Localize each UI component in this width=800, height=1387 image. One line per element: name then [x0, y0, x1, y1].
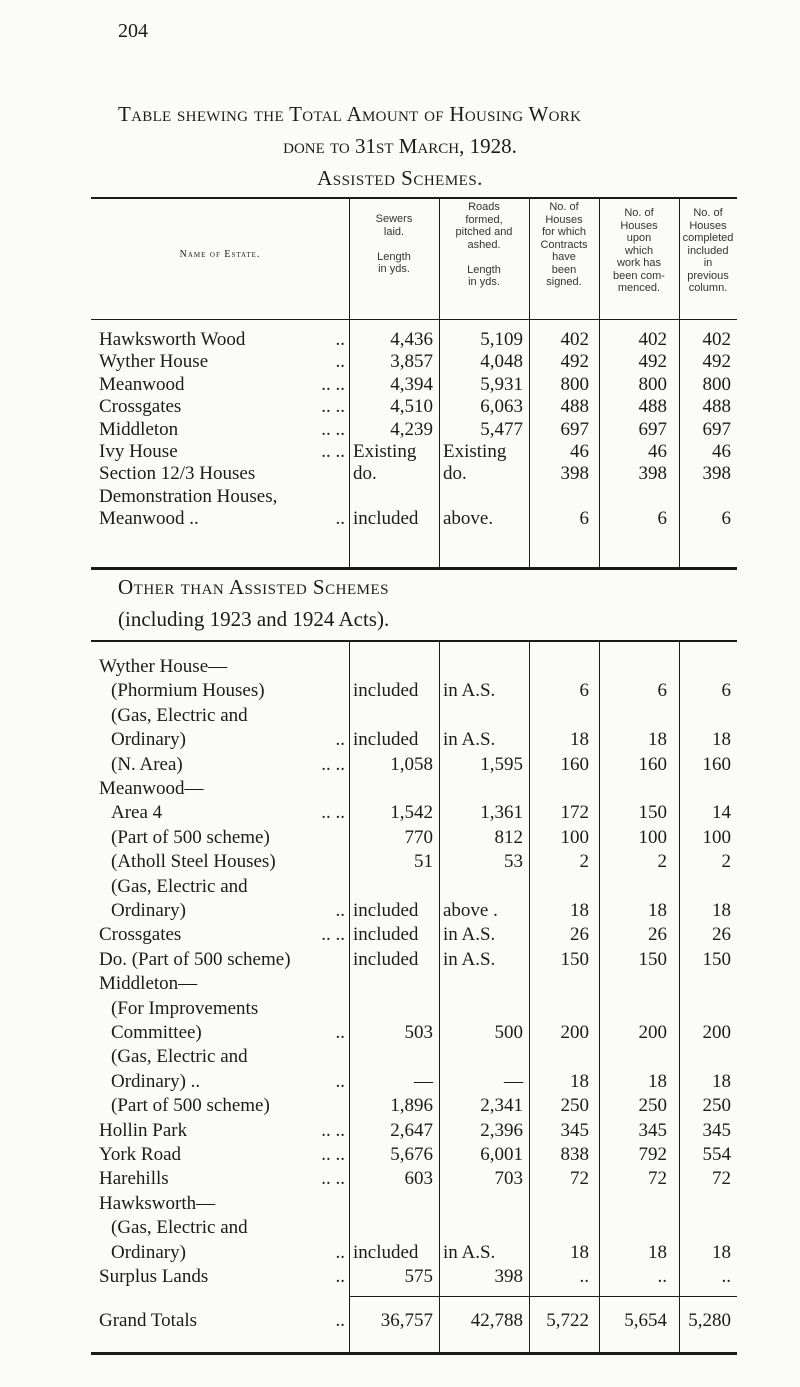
cell-completed: 2 — [721, 851, 731, 873]
leader-dots: .. — [335, 1022, 345, 1043]
estate-name: Middleton— — [99, 973, 198, 995]
cell-completed: 250 — [702, 1095, 731, 1117]
cell-roads: 53 — [504, 851, 523, 873]
cell-commenced: 6 — [657, 680, 667, 702]
cell-sewers: 3,857 — [390, 351, 433, 373]
estate-name: (N. Area) — [111, 753, 183, 775]
cell-sewers: included — [353, 1241, 419, 1263]
cell-completed: 800 — [702, 373, 731, 395]
table-row — [91, 1242, 737, 1264]
cell-sewers: — — [414, 1070, 433, 1092]
estate-name: Hawksworth— — [99, 1192, 216, 1214]
estate-name: Grand Totals — [99, 1310, 198, 1331]
estate-name: (Gas, Electric and — [111, 1217, 248, 1239]
table-row — [91, 729, 737, 751]
cell-completed: 100 — [702, 826, 731, 848]
table-row — [91, 949, 737, 971]
cell-roads: 42,788 — [470, 1310, 523, 1331]
cell-commenced: 398 — [638, 463, 667, 485]
table-row — [91, 463, 737, 485]
cell-contracts: 2 — [579, 851, 589, 873]
cell-sewers: 503 — [404, 1022, 433, 1043]
estate-name: Hollin Park — [99, 1119, 188, 1141]
cell-completed: 5,280 — [688, 1310, 731, 1331]
estate-name: Wyther House— — [99, 656, 228, 677]
cell-commenced: 18 — [648, 729, 667, 751]
cell-completed: 6 — [721, 508, 731, 530]
cell-roads: 2,396 — [480, 1119, 523, 1141]
leader-dots: .. — [335, 1310, 345, 1331]
estate-name: (Gas, Electric and — [111, 875, 248, 897]
leader-dots: .. .. — [321, 373, 345, 395]
cell-roads: do. — [443, 463, 467, 485]
cell-commenced: 18 — [648, 1070, 667, 1092]
cell-commenced: 6 — [657, 508, 667, 530]
table-row — [91, 1071, 737, 1093]
cell-contracts: 838 — [560, 1144, 589, 1165]
cell-roads: 1,361 — [480, 802, 523, 824]
cell-sewers: 1,542 — [390, 802, 433, 824]
table-row — [91, 329, 737, 351]
cell-roads: 500 — [494, 1022, 523, 1043]
cell-roads: in A.S. — [443, 1241, 496, 1263]
cell-commenced: 800 — [638, 373, 667, 395]
estate-name: Ordinary) — [111, 1241, 186, 1263]
cell-completed: 554 — [702, 1144, 731, 1165]
cell-roads: 5,109 — [480, 329, 523, 350]
leader-dots: .. — [335, 1266, 345, 1287]
cell-completed: 492 — [702, 351, 731, 373]
cell-commenced: 345 — [638, 1119, 667, 1141]
header-commenced: No. of Houses upon which work has been com- menced. — [613, 207, 665, 294]
cell-commenced: 2 — [657, 851, 667, 873]
cell-completed: 150 — [702, 948, 731, 970]
cell-sewers: Existing — [353, 441, 417, 462]
cell-commenced: 18 — [648, 1241, 667, 1263]
cell-completed: 18 — [712, 729, 731, 751]
cell-commenced: 792 — [638, 1144, 667, 1165]
table-row — [91, 1046, 737, 1068]
cell-roads: 2,341 — [480, 1095, 523, 1117]
table-row — [91, 778, 737, 800]
estate-name: Demonstration Houses, — [99, 485, 278, 507]
leader-dots: .. .. — [321, 753, 345, 775]
cell-commenced: 402 — [638, 329, 667, 350]
assisted-schemes-table — [91, 197, 737, 570]
section-title-assisted: Assisted Schemes. — [317, 166, 483, 190]
table-row — [91, 851, 737, 873]
table-row — [91, 1022, 737, 1044]
cell-contracts: 488 — [560, 396, 589, 418]
estate-name: (Part of 500 scheme) — [111, 1095, 270, 1117]
leader-dots: .. .. — [321, 802, 345, 824]
leader-dots: .. — [335, 729, 345, 751]
cell-sewers: included — [353, 729, 419, 751]
cell-roads: in A.S. — [443, 729, 496, 751]
leader-dots: .. — [335, 1070, 345, 1092]
leader-dots: .. .. — [321, 441, 345, 462]
cell-completed: 402 — [702, 329, 731, 350]
cell-roads: 703 — [494, 1168, 523, 1190]
leader-dots: .. — [335, 1241, 345, 1263]
estate-name: Committee) — [111, 1022, 202, 1043]
table-row — [91, 973, 737, 995]
table-row — [91, 924, 737, 946]
cell-sewers: 4,510 — [390, 396, 433, 418]
table-row — [91, 396, 737, 418]
estate-name: Crossgates — [99, 396, 182, 418]
cell-roads: 398 — [494, 1266, 523, 1287]
cell-contracts: 492 — [560, 351, 589, 373]
cell-roads: 812 — [494, 826, 523, 848]
table-row — [91, 1120, 737, 1142]
estate-name: Middleton — [99, 418, 179, 440]
cell-roads: 5,477 — [480, 418, 523, 440]
cell-completed: 14 — [712, 802, 731, 824]
table-row — [91, 351, 737, 373]
table-row — [91, 1168, 737, 1190]
cell-contracts: 6 — [579, 508, 589, 530]
cell-roads: above . — [443, 900, 498, 921]
table-row — [91, 1144, 737, 1166]
cell-sewers: 603 — [404, 1168, 433, 1190]
table-row — [91, 1095, 737, 1117]
cell-completed: 6 — [721, 680, 731, 702]
cell-commenced: 18 — [648, 900, 667, 921]
cell-contracts: 26 — [570, 924, 589, 946]
estate-name: Ordinary) — [111, 900, 186, 921]
header-completed: No. of Houses completed included in previous column. — [682, 207, 734, 294]
cell-completed: 72 — [712, 1168, 731, 1190]
cell-commenced: .. — [657, 1266, 667, 1287]
cell-roads: Existing — [443, 441, 507, 462]
cell-contracts: 200 — [560, 1022, 589, 1043]
table-row — [91, 419, 737, 441]
cell-contracts: 172 — [560, 802, 589, 824]
table-row — [91, 486, 737, 508]
cell-commenced: 150 — [638, 802, 667, 824]
leader-dots: .. .. — [321, 418, 345, 440]
cell-roads: 6,063 — [480, 396, 523, 418]
cell-contracts: 18 — [570, 1070, 589, 1092]
estate-name: York Road — [99, 1144, 182, 1165]
cell-completed: 488 — [702, 396, 731, 418]
cell-commenced: 200 — [638, 1022, 667, 1043]
page-number: 204 — [118, 20, 148, 42]
leader-dots: .. .. — [321, 396, 345, 418]
cell-contracts: 18 — [570, 1241, 589, 1263]
cell-roads: above. — [443, 508, 494, 530]
cell-sewers: included — [353, 948, 419, 970]
header-roads: Roads formed, pitched and ashed. Length in yds. — [455, 201, 513, 288]
cell-sewers: included — [353, 924, 419, 946]
cell-commenced: 100 — [638, 826, 667, 848]
estate-name: (For Improvements — [111, 997, 259, 1019]
cell-sewers: 4,436 — [390, 329, 433, 350]
cell-contracts: 72 — [570, 1168, 589, 1190]
cell-sewers: 770 — [404, 826, 433, 848]
leader-dots: .. — [335, 329, 345, 350]
cell-sewers: 51 — [414, 851, 433, 873]
cell-contracts: 398 — [560, 463, 589, 485]
estate-name: Ivy House — [99, 441, 178, 462]
header-name-of-estate: Name of Estate. — [179, 249, 261, 260]
cell-commenced: 250 — [638, 1095, 667, 1117]
leader-dots: .. — [335, 508, 345, 530]
table-subtitle-date: done to 31st March, 1928. — [283, 134, 517, 158]
estate-name: Meanwood .. — [99, 508, 199, 530]
cell-completed: 18 — [712, 900, 731, 921]
cell-completed: 160 — [702, 753, 731, 775]
table-header — [91, 199, 737, 320]
cell-sewers: 575 — [404, 1266, 433, 1287]
cell-completed: 18 — [712, 1070, 731, 1092]
estate-name: Hawksworth Wood — [99, 329, 246, 350]
table-row — [91, 876, 737, 898]
cell-sewers: included — [353, 680, 419, 702]
header-contracts: No. of Houses for which Contracts have been signed. — [540, 201, 588, 288]
cell-contracts: 150 — [560, 948, 589, 970]
cell-roads: 1,595 — [480, 753, 523, 775]
estate-name: Area 4 — [111, 802, 163, 824]
cell-sewers: 1,896 — [390, 1095, 433, 1117]
estate-name: Meanwood — [99, 373, 185, 395]
cell-contracts: 18 — [570, 900, 589, 921]
section-subtitle-other: (including 1923 and 1924 Acts). — [118, 607, 390, 631]
table-row — [91, 827, 737, 849]
totals-rule — [349, 1296, 737, 1297]
cell-contracts: 160 — [560, 753, 589, 775]
cell-completed: 697 — [702, 418, 731, 440]
leader-dots: .. .. — [321, 1168, 345, 1190]
cell-sewers: included — [353, 900, 419, 921]
cell-sewers: 1,058 — [390, 753, 433, 775]
cell-completed: 345 — [702, 1119, 731, 1141]
estate-name: Section 12/3 Houses — [99, 463, 256, 485]
table-row — [91, 900, 737, 922]
leader-dots: .. .. — [321, 1144, 345, 1165]
table-row — [91, 998, 737, 1020]
section-title-other: Other than Assisted Schemes — [118, 575, 389, 599]
estate-name: Surplus Lands — [99, 1266, 209, 1287]
cell-commenced: 150 — [638, 948, 667, 970]
cell-roads: in A.S. — [443, 680, 496, 702]
table-row — [91, 680, 737, 702]
cell-completed: 18 — [712, 1241, 731, 1263]
cell-completed: 46 — [712, 441, 731, 462]
grand-totals-row — [91, 1310, 737, 1332]
table-title: Table shewing the Total Amount of Housing Work — [118, 102, 582, 126]
leader-dots: .. — [335, 351, 345, 373]
cell-sewers: included — [353, 508, 419, 530]
cell-sewers: 4,394 — [390, 373, 433, 395]
cell-roads: 4,048 — [480, 351, 523, 373]
cell-commenced: 488 — [638, 396, 667, 418]
cell-commenced: 160 — [638, 753, 667, 775]
estate-name: Wyther House — [99, 351, 209, 373]
estate-name: (Part of 500 scheme) — [111, 826, 270, 848]
cell-roads: 5,931 — [480, 373, 523, 395]
cell-roads: in A.S. — [443, 948, 496, 970]
table-row — [91, 802, 737, 824]
cell-roads: in A.S. — [443, 924, 496, 946]
table-row — [91, 754, 737, 776]
cell-contracts: 18 — [570, 729, 589, 751]
cell-contracts: 800 — [560, 373, 589, 395]
cell-commenced: 492 — [638, 351, 667, 373]
cell-completed: 200 — [702, 1022, 731, 1043]
leader-dots: .. .. — [321, 1119, 345, 1141]
cell-commenced: 72 — [648, 1168, 667, 1190]
cell-contracts: 100 — [560, 826, 589, 848]
cell-commenced: 46 — [648, 441, 667, 462]
cell-completed: .. — [721, 1266, 731, 1287]
cell-commenced: 26 — [648, 924, 667, 946]
table-row — [91, 1193, 737, 1215]
cell-sewers: 4,239 — [390, 418, 433, 440]
cell-contracts: 6 — [579, 680, 589, 702]
table-row — [91, 508, 737, 530]
estate-name: (Gas, Electric and — [111, 704, 248, 726]
other-schemes-table — [91, 640, 737, 1355]
header-sewers: Sewers laid. Length in yds. — [375, 213, 413, 275]
cell-completed: 398 — [702, 463, 731, 485]
estate-name: (Atholl Steel Houses) — [111, 851, 276, 873]
cell-contracts: 697 — [560, 418, 589, 440]
cell-contracts: 5,722 — [546, 1310, 589, 1331]
cell-sewers: do. — [353, 463, 377, 485]
cell-sewers: 2,647 — [390, 1119, 433, 1141]
estate-name: Ordinary) — [111, 729, 186, 751]
cell-commenced: 697 — [638, 418, 667, 440]
cell-contracts: 46 — [570, 441, 589, 462]
cell-contracts: 345 — [560, 1119, 589, 1141]
table-row — [91, 441, 737, 463]
estate-name: Harehills — [99, 1168, 169, 1190]
cell-contracts: 250 — [560, 1095, 589, 1117]
table-row — [91, 374, 737, 396]
leader-dots: .. .. — [321, 924, 345, 946]
cell-completed: 26 — [712, 924, 731, 946]
estate-name: Crossgates — [99, 924, 182, 946]
cell-roads: — — [504, 1070, 523, 1092]
estate-name: Do. (Part of 500 scheme) — [99, 948, 291, 970]
estate-name: Meanwood— — [99, 778, 204, 799]
leader-dots: .. — [335, 900, 345, 921]
table-row — [91, 1217, 737, 1239]
cell-sewers: 5,676 — [390, 1144, 433, 1165]
table-row — [91, 656, 737, 678]
table-row — [91, 1266, 737, 1288]
cell-sewers: 36,757 — [380, 1310, 433, 1331]
cell-contracts: 402 — [560, 329, 589, 350]
estate-name: Ordinary) .. — [111, 1070, 201, 1092]
cell-roads: 6,001 — [480, 1144, 523, 1165]
estate-name: (Gas, Electric and — [111, 1046, 248, 1068]
cell-commenced: 5,654 — [624, 1310, 667, 1331]
table-row — [91, 705, 737, 727]
estate-name: (Phormium Houses) — [111, 680, 265, 702]
cell-contracts: .. — [579, 1266, 589, 1287]
